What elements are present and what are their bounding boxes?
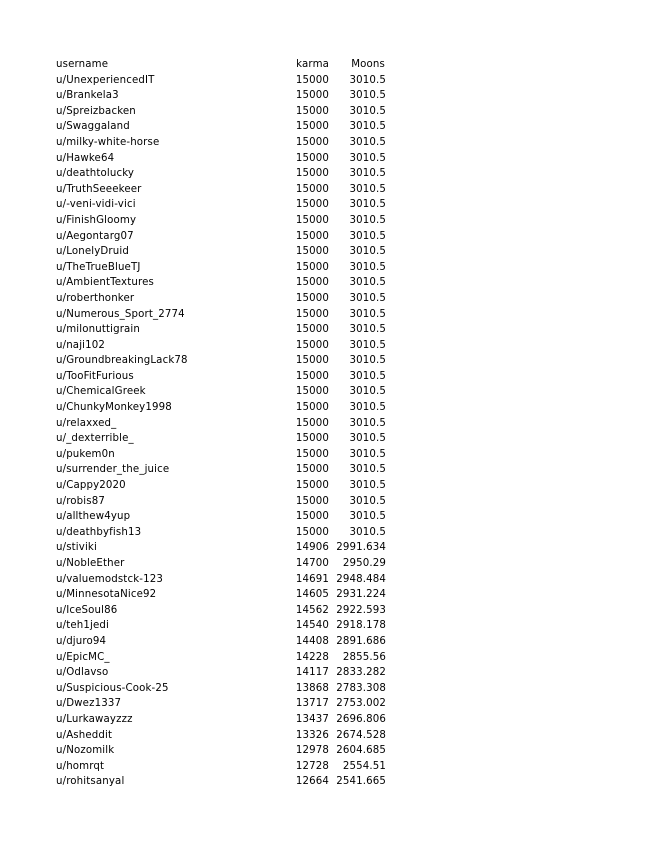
cell-karma: 12664 [295, 776, 330, 788]
cell-karma: 14117 [295, 667, 330, 679]
cell-moons: 3010.5 [349, 183, 386, 195]
cell-moons: 3010.5 [349, 90, 386, 102]
cell-karma: 15000 [295, 495, 330, 507]
cell-karma: 13437 [295, 713, 330, 725]
cell-karma: 15000 [295, 480, 330, 492]
cell-karma: 13868 [295, 682, 330, 694]
cell-karma: 15000 [295, 246, 330, 258]
cell-karma: 15000 [295, 152, 330, 164]
cell-username: u/TruthSeeekeer [56, 183, 142, 195]
cell-karma: 12978 [295, 745, 330, 757]
table-row [56, 166, 386, 182]
cell-username: u/-veni-vidi-vici [56, 199, 136, 211]
cell-karma: 14906 [295, 542, 330, 554]
cell-moons: 3010.5 [349, 121, 386, 133]
cell-username: u/Swaggaland [56, 121, 130, 133]
table-row [56, 696, 386, 712]
cell-username: u/robis87 [56, 495, 106, 507]
cell-username: u/TooFitFurious [56, 370, 134, 382]
cell-karma: 15000 [295, 511, 330, 523]
cell-username: u/_dexterrible_ [56, 433, 134, 445]
column-header-username: username [56, 59, 109, 70]
cell-moons: 3010.5 [349, 277, 386, 289]
table-body [56, 73, 386, 790]
cell-moons: 2855.56 [342, 651, 386, 663]
cell-moons: 3010.5 [349, 370, 386, 382]
cell-karma: 15000 [295, 261, 330, 273]
cell-karma: 15000 [295, 339, 330, 351]
table-row [56, 151, 386, 167]
cell-karma: 15000 [295, 136, 330, 148]
table-row [56, 182, 386, 198]
cell-username: u/UnexperiencedIT [56, 74, 155, 86]
cell-username: u/Hawke64 [56, 152, 115, 164]
table-row [56, 618, 386, 634]
table-row [56, 416, 386, 432]
cell-moons: 3010.5 [349, 246, 386, 258]
cell-username: u/Brankela3 [56, 90, 119, 102]
cell-moons: 2991.634 [336, 542, 386, 554]
table-row [56, 728, 386, 744]
table-row [56, 743, 386, 759]
cell-username: u/Suspicious-Cook-25 [56, 682, 169, 694]
cell-moons: 2541.665 [336, 776, 386, 788]
cell-karma: 15000 [295, 90, 330, 102]
cell-moons: 2891.686 [336, 635, 386, 647]
cell-karma: 15000 [295, 448, 330, 460]
table-row [56, 307, 386, 323]
column-header-moons: Moons [351, 59, 385, 70]
cell-username: u/rohitsanyal [56, 776, 125, 788]
table-row [56, 587, 386, 603]
table-row [56, 431, 386, 447]
cell-username: u/AmbientTextures [56, 277, 154, 289]
table-row [56, 104, 386, 120]
cell-karma: 15000 [295, 308, 330, 320]
table-row [56, 462, 386, 478]
table-row [56, 447, 386, 463]
table-row [56, 712, 386, 728]
table-row [56, 322, 386, 338]
cell-karma: 15000 [295, 355, 330, 367]
cell-username: u/Dwez1337 [56, 698, 122, 710]
cell-moons: 2554.51 [342, 760, 386, 772]
cell-username: u/Odlavso [56, 667, 109, 679]
cell-karma: 15000 [295, 370, 330, 382]
table-row [56, 478, 386, 494]
cell-moons: 2833.282 [336, 667, 386, 679]
table-row [56, 197, 386, 213]
cell-username: u/IceSoul86 [56, 604, 118, 616]
cell-username: u/Cappy2020 [56, 480, 126, 492]
cell-username: u/GroundbreakingLack78 [56, 355, 188, 367]
cell-moons: 3010.5 [349, 308, 386, 320]
table-row [56, 774, 386, 790]
table-header [56, 57, 386, 73]
cell-moons: 3010.5 [349, 324, 386, 336]
cell-karma: 15000 [295, 121, 330, 133]
cell-username: u/Aegontarg07 [56, 230, 134, 242]
cell-username: u/EpicMC_ [56, 651, 110, 663]
cell-username: u/FinishGloomy [56, 214, 137, 226]
cell-username: u/homrqt [56, 760, 105, 772]
table-row [56, 353, 386, 369]
cell-username: u/Spreizbacken [56, 105, 136, 117]
table-row [56, 244, 386, 260]
cell-username: u/teh1jedi [56, 620, 109, 632]
cell-username: u/milky-white-horse [56, 136, 160, 148]
cell-moons: 3010.5 [349, 199, 386, 211]
table-row [56, 603, 386, 619]
cell-karma: 13326 [295, 729, 330, 741]
table-row [56, 556, 386, 572]
cell-username: u/milonuttigrain [56, 324, 141, 336]
cell-username: u/Asheddit [56, 729, 113, 741]
karma-moons-table [56, 57, 386, 790]
cell-username: u/relaxxed_ [56, 417, 117, 429]
cell-moons: 2783.308 [336, 682, 386, 694]
cell-karma: 15000 [295, 277, 330, 289]
cell-moons: 3010.5 [349, 448, 386, 460]
cell-karma: 15000 [295, 214, 330, 226]
cell-karma: 14408 [295, 635, 330, 647]
table-row [56, 400, 386, 416]
cell-username: u/Lurkawayzzz [56, 713, 133, 725]
table-row [56, 135, 386, 151]
cell-moons: 2696.806 [336, 713, 386, 725]
cell-karma: 14562 [295, 604, 330, 616]
cell-username: u/deathbyfish13 [56, 526, 142, 538]
table-row [56, 88, 386, 104]
cell-username: u/djuro94 [56, 635, 107, 647]
table-row [56, 369, 386, 385]
cell-moons: 2931.224 [336, 589, 386, 601]
cell-moons: 3010.5 [349, 480, 386, 492]
cell-username: u/Numerous_Sport_2774 [56, 308, 185, 320]
cell-moons: 3010.5 [349, 417, 386, 429]
cell-karma: 15000 [295, 433, 330, 445]
cell-username: u/Nozomilk [56, 745, 115, 757]
cell-username: u/allthew4yup [56, 511, 131, 523]
cell-username: u/ChemicalGreek [56, 386, 146, 398]
cell-username: u/ChunkyMonkey1998 [56, 402, 172, 414]
cell-karma: 15000 [295, 230, 330, 242]
cell-username: u/surrender_the_juice [56, 464, 170, 476]
table-header-row [56, 57, 386, 73]
table-row [56, 650, 386, 666]
cell-karma: 15000 [295, 386, 330, 398]
cell-moons: 3010.5 [349, 386, 386, 398]
table-row [56, 73, 386, 89]
cell-karma: 14700 [295, 558, 330, 569]
cell-moons: 3010.5 [349, 339, 386, 351]
cell-username: u/naji102 [56, 339, 106, 351]
cell-karma: 15000 [295, 417, 330, 429]
cell-username: u/stiviki [56, 542, 97, 554]
cell-moons: 3010.5 [349, 168, 386, 180]
cell-moons: 3010.5 [349, 433, 386, 445]
cell-moons: 3010.5 [349, 292, 386, 304]
table-row [56, 525, 386, 541]
cell-username: u/pukem0n [56, 448, 115, 460]
cell-moons: 3010.5 [349, 105, 386, 117]
cell-moons: 2918.178 [336, 620, 386, 632]
cell-karma: 15000 [295, 324, 330, 336]
cell-moons: 3010.5 [349, 511, 386, 523]
cell-karma: 13717 [295, 698, 330, 710]
cell-karma: 15000 [295, 464, 330, 476]
column-header-karma: karma [296, 59, 330, 70]
cell-moons: 3010.5 [349, 136, 386, 148]
cell-karma: 14228 [295, 651, 330, 663]
table-row [56, 119, 386, 135]
cell-username: u/LonelyDruid [56, 246, 129, 258]
table-row [56, 509, 386, 525]
table-row [56, 665, 386, 681]
cell-karma: 15000 [295, 168, 330, 180]
cell-karma: 15000 [295, 292, 330, 304]
cell-moons: 2922.593 [336, 604, 386, 616]
cell-username: u/MinnesotaNice92 [56, 589, 157, 601]
table-row [56, 338, 386, 354]
cell-moons: 3010.5 [349, 464, 386, 476]
cell-karma: 15000 [295, 199, 330, 211]
table-row [56, 759, 386, 775]
cell-moons: 2950.29 [342, 558, 386, 569]
cell-karma: 15000 [295, 402, 330, 414]
table-row [56, 681, 386, 697]
cell-karma: 14691 [295, 573, 330, 585]
table-row [56, 260, 386, 276]
cell-username: u/valuemodstck-123 [56, 573, 163, 585]
cell-moons: 3010.5 [349, 495, 386, 507]
cell-moons: 3010.5 [349, 402, 386, 414]
cell-username: u/deathtolucky [56, 168, 135, 180]
cell-moons: 2674.528 [336, 729, 386, 741]
cell-moons: 2948.484 [336, 573, 386, 585]
cell-moons: 2604.685 [336, 745, 386, 757]
table-row [56, 213, 386, 229]
table-row [56, 275, 386, 291]
table-row [56, 384, 386, 400]
cell-moons: 3010.5 [349, 526, 386, 538]
cell-moons: 3010.5 [349, 230, 386, 242]
cell-moons: 3010.5 [349, 355, 386, 367]
cell-moons: 3010.5 [349, 152, 386, 164]
cell-karma: 14605 [295, 589, 330, 601]
cell-karma: 15000 [295, 74, 330, 86]
cell-username: u/NobleEther [56, 558, 125, 569]
cell-karma: 15000 [295, 526, 330, 538]
cell-karma: 12728 [295, 760, 330, 772]
table-row [56, 540, 386, 556]
table-row [56, 572, 386, 588]
table-row [56, 494, 386, 510]
table-row [56, 229, 386, 245]
cell-moons: 3010.5 [349, 74, 386, 86]
cell-karma: 15000 [295, 105, 330, 117]
cell-username: u/TheTrueBlueTJ [56, 261, 141, 273]
cell-karma: 14540 [295, 620, 330, 632]
cell-karma: 15000 [295, 183, 330, 195]
cell-moons: 3010.5 [349, 214, 386, 226]
table-row [56, 291, 386, 307]
cell-moons: 3010.5 [349, 261, 386, 273]
cell-moons: 2753.002 [336, 698, 386, 710]
table-row [56, 634, 386, 650]
cell-username: u/roberthonker [56, 292, 135, 304]
